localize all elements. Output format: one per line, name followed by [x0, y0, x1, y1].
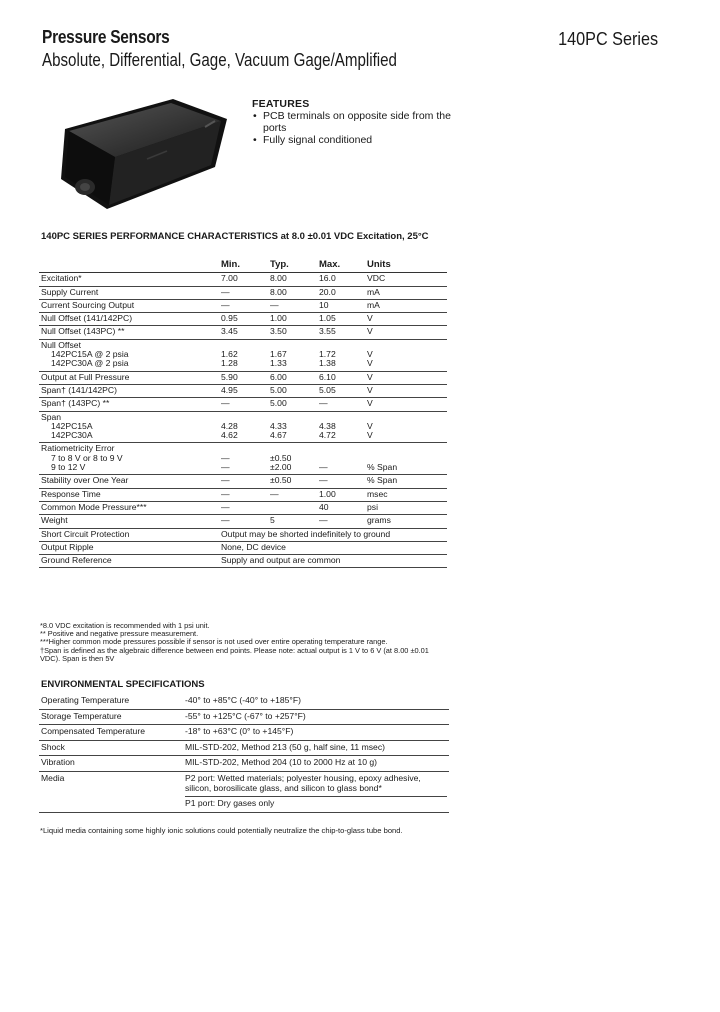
- cell-value: 4.33: [270, 420, 287, 431]
- note: ** Positive and negative pressure measurement.: [40, 629, 199, 639]
- row-label: [39, 326, 219, 339]
- row-label-text: Common Mode Pressure***: [41, 501, 147, 512]
- cell-value: ±2.00: [270, 462, 292, 473]
- row-value: Output may be shorted indefinitely to ground: [219, 528, 447, 541]
- table-row: [39, 488, 447, 501]
- row-label-text: Output Ripple: [41, 541, 94, 552]
- env-value-line: P2 port: Wetted materials; polyester housing, epoxy adhesive, silicon, borosilicate glass, and silicon to glass bond*: [185, 772, 421, 793]
- cell-value: —: [319, 462, 328, 473]
- cell-min: —: [219, 286, 268, 299]
- column-header: Units: [365, 258, 447, 273]
- row-label-text: Response Time: [41, 488, 101, 499]
- cell-max: 1.00: [317, 488, 365, 501]
- feature-item: • PCB terminals on opposite side from the ports: [252, 110, 462, 134]
- table-row: [39, 694, 449, 709]
- feature-item: • Fully signal conditioned: [252, 134, 462, 146]
- cell-max: 3.55: [317, 326, 365, 339]
- row-label-text: Excitation*: [41, 273, 82, 284]
- cell-value: V: [367, 420, 373, 431]
- row-label: [39, 541, 219, 554]
- table-row: [39, 384, 447, 397]
- cell-value: 4.38: [319, 420, 336, 431]
- cell-min: [219, 339, 268, 371]
- env-value: [183, 725, 449, 741]
- cell-value: 1.28: [221, 358, 238, 369]
- cell-value: 4.28: [221, 420, 238, 431]
- row-label: [39, 286, 219, 299]
- table-row: [39, 725, 449, 741]
- row-sublabel: 7 to 8 V or 8 to 9 V: [51, 452, 123, 463]
- cell-min: 3.45: [219, 326, 268, 339]
- performance-table: [39, 258, 447, 568]
- table-row: [39, 756, 449, 772]
- cell-units: mA: [365, 286, 447, 299]
- cell-value: 1.67: [270, 349, 287, 360]
- table-row: [39, 541, 447, 554]
- cell-typ: 8.00: [268, 273, 317, 286]
- table-row: [39, 501, 447, 514]
- environmental-table-body: [39, 694, 449, 812]
- note: ***Higher common mode pressures possible if sensor is not used over entire operating temperature range.: [40, 637, 388, 647]
- cell-min: —: [219, 299, 268, 312]
- row-value: Supply and output are common: [219, 555, 447, 568]
- column-header: Typ.: [268, 258, 317, 273]
- cell-min: 4.95: [219, 384, 268, 397]
- cell-value: V: [367, 349, 373, 360]
- cell-units: V: [365, 326, 447, 339]
- cell-max: 16.0: [317, 273, 365, 286]
- row-label-text: Span: [41, 411, 62, 422]
- cell-min: 0.95: [219, 313, 268, 326]
- series-label: 140PC Series: [558, 29, 658, 49]
- features-list: [252, 110, 462, 146]
- cell-units: [365, 411, 447, 443]
- env-label: Shock: [39, 740, 183, 756]
- row-value: None, DC device: [219, 541, 447, 554]
- page-subtitle: Absolute, Differential, Gage, Vacuum Gage/Amplified: [42, 50, 397, 70]
- cell-typ: 5: [268, 515, 317, 528]
- env-label: Media: [39, 771, 183, 812]
- table-row: [39, 528, 447, 541]
- row-label: [39, 384, 219, 397]
- env-label: Operating Temperature: [39, 694, 183, 709]
- row-label: [39, 475, 219, 488]
- row-label: [39, 555, 219, 568]
- table-row: [39, 398, 447, 411]
- row-sublabel: 142PC30A @ 2 psia: [51, 358, 129, 369]
- cell-max: —: [317, 398, 365, 411]
- table-row: [39, 371, 447, 384]
- row-label-text: Span† (143PC) **: [41, 398, 110, 409]
- cell-typ: ±0.50: [268, 475, 317, 488]
- cell-value: 1.72: [319, 349, 336, 360]
- cell-max: 6.10: [317, 371, 365, 384]
- cell-units: V: [365, 371, 447, 384]
- features-block: [252, 98, 462, 146]
- row-label: [39, 313, 219, 326]
- row-label: [39, 488, 219, 501]
- cell-value: 4.62: [221, 430, 238, 441]
- cell-value: —: [221, 462, 230, 473]
- row-sublabel: 142PC15A @ 2 psia: [51, 349, 129, 360]
- row-label: [39, 411, 219, 443]
- table-header-row: [39, 258, 447, 273]
- table-row: [39, 326, 447, 339]
- table-row: [39, 273, 447, 286]
- table-row: [39, 475, 447, 488]
- cell-value: 1.33: [270, 358, 287, 369]
- note: †Span is defined as the algebraic difference between end points. Please note: actual output is 1 V to 6 V (at 8.00 ±0.01 VDC). Span is then 5V: [40, 645, 429, 663]
- cell-max: [317, 411, 365, 443]
- page-title: Pressure Sensors: [42, 27, 170, 47]
- cell-max: [317, 339, 365, 371]
- env-value: [183, 771, 449, 812]
- cell-typ: —: [268, 488, 317, 501]
- cell-max: 20.0: [317, 286, 365, 299]
- cell-typ: [268, 443, 317, 475]
- env-value-line: -55° to +125°C (-67° to +257°F): [185, 710, 306, 721]
- env-value-line: MIL-STD-202, Method 204 (10 to 2000 Hz at 10 g): [185, 757, 378, 768]
- cell-units: V: [365, 398, 447, 411]
- cell-value: V: [367, 358, 373, 369]
- row-label: [39, 443, 219, 475]
- table-row: [39, 740, 449, 756]
- cell-min: 5.90: [219, 371, 268, 384]
- column-header: Max.: [317, 258, 365, 273]
- cell-value: —: [221, 452, 230, 463]
- row-label: [39, 501, 219, 514]
- env-value-line: -40° to +85°C (-40° to +185°F): [185, 695, 301, 705]
- table-row: [39, 709, 449, 725]
- env-label: Compensated Temperature: [39, 725, 183, 741]
- env-value-line: -18° to +63°C (0° to +145°F): [185, 726, 294, 737]
- row-sublabel: 9 to 12 V: [51, 462, 86, 473]
- cell-min: 7.00: [219, 273, 268, 286]
- row-label-text: Current Sourcing Output: [41, 299, 135, 310]
- cell-units: grams: [365, 515, 447, 528]
- cell-max: 1.05: [317, 313, 365, 326]
- cell-typ: 6.00: [268, 371, 317, 384]
- cell-max: [317, 443, 365, 475]
- row-label: [39, 299, 219, 312]
- table-row: [39, 339, 447, 371]
- cell-min: —: [219, 398, 268, 411]
- row-label-text: Stability over One Year: [41, 475, 129, 486]
- row-label: [39, 273, 219, 286]
- column-header: [39, 258, 219, 273]
- row-label: [39, 398, 219, 411]
- cell-typ: [268, 501, 317, 514]
- media-footnote: *Liquid media containing some highly ionic solutions could potentially neutralize the chip-to-glass tube bond.: [40, 826, 403, 835]
- cell-value: % Span: [367, 462, 398, 473]
- cell-typ: 5.00: [268, 398, 317, 411]
- table-row: [39, 555, 447, 568]
- cell-max: 10: [317, 299, 365, 312]
- cell-value: 4.72: [319, 430, 336, 441]
- row-label-text: Null Offset: [41, 339, 81, 350]
- environmental-table: [39, 694, 449, 813]
- env-value-line: MIL-STD-202, Method 213 (50 g, half sine, 11 msec): [185, 741, 385, 752]
- cell-units: [365, 443, 447, 475]
- cell-min: [219, 411, 268, 443]
- features-heading: FEATURES: [252, 98, 310, 110]
- column-header: Min.: [219, 258, 268, 273]
- table-row: [39, 771, 449, 812]
- cell-min: —: [219, 488, 268, 501]
- row-label-text: Output at Full Pressure: [41, 371, 130, 382]
- row-label-text: Null Offset (143PC) **: [41, 326, 125, 337]
- cell-units: mA: [365, 299, 447, 312]
- env-value-line: P1 port: Dry gases only: [185, 796, 447, 809]
- row-label-text: Span† (141/142PC): [41, 384, 117, 395]
- table-row: [39, 515, 447, 528]
- cell-typ: 8.00: [268, 286, 317, 299]
- cell-units: % Span: [365, 475, 447, 488]
- cell-units: psi: [365, 501, 447, 514]
- row-label-text: Short Circuit Protection: [41, 528, 130, 539]
- row-label-text: Null Offset (141/142PC): [41, 313, 133, 324]
- cell-min: —: [219, 501, 268, 514]
- env-label: Storage Temperature: [39, 709, 183, 725]
- table-row: [39, 443, 447, 475]
- env-label: Vibration: [39, 756, 183, 772]
- cell-typ: [268, 411, 317, 443]
- cell-max: 40: [317, 501, 365, 514]
- cell-units: msec: [365, 488, 447, 501]
- cell-value: V: [367, 430, 373, 441]
- row-label-text: Ratiometricity Error: [41, 443, 115, 454]
- note: *8.0 VDC excitation is recommended with 1 psi unit.: [40, 621, 210, 630]
- performance-notes: [40, 622, 448, 663]
- cell-max: —: [317, 475, 365, 488]
- row-label-text: Ground Reference: [41, 555, 112, 566]
- sensor-photo: [55, 97, 235, 217]
- cell-max: 5.05: [317, 384, 365, 397]
- cell-units: [365, 339, 447, 371]
- env-value: [183, 756, 449, 772]
- cell-typ: 1.00: [268, 313, 317, 326]
- row-label: [39, 339, 219, 371]
- cell-units: V: [365, 384, 447, 397]
- cell-units: VDC: [365, 273, 447, 286]
- table-row: [39, 286, 447, 299]
- performance-table-body: [39, 273, 447, 568]
- cell-min: [219, 443, 268, 475]
- row-sublabel: 142PC30A: [51, 430, 93, 441]
- cell-units: V: [365, 313, 447, 326]
- cell-value: 1.62: [221, 349, 238, 360]
- row-label-text: Supply Current: [41, 286, 99, 297]
- cell-min: —: [219, 515, 268, 528]
- row-label: [39, 528, 219, 541]
- env-value: [183, 694, 449, 709]
- row-label: [39, 371, 219, 384]
- table-row: [39, 299, 447, 312]
- cell-value: ±0.50: [270, 452, 292, 463]
- row-label: [39, 515, 219, 528]
- row-sublabel: 142PC15A: [51, 420, 93, 431]
- env-value: [183, 709, 449, 725]
- table-row: [39, 411, 447, 443]
- cell-max: —: [317, 515, 365, 528]
- row-label-text: Weight: [41, 515, 68, 526]
- cell-value: 4.67: [270, 430, 287, 441]
- cell-typ: 3.50: [268, 326, 317, 339]
- cell-typ: 5.00: [268, 384, 317, 397]
- environmental-heading: ENVIRONMENTAL SPECIFICATIONS: [41, 679, 205, 690]
- cell-typ: [268, 339, 317, 371]
- performance-heading: 140PC SERIES PERFORMANCE CHARACTERISTICS at 8.0 ±0.01 VDC Excitation, 25°C: [41, 231, 429, 242]
- cell-value: 1.38: [319, 358, 336, 369]
- env-value: [183, 740, 449, 756]
- cell-min: —: [219, 475, 268, 488]
- cell-typ: —: [268, 299, 317, 312]
- table-row: [39, 313, 447, 326]
